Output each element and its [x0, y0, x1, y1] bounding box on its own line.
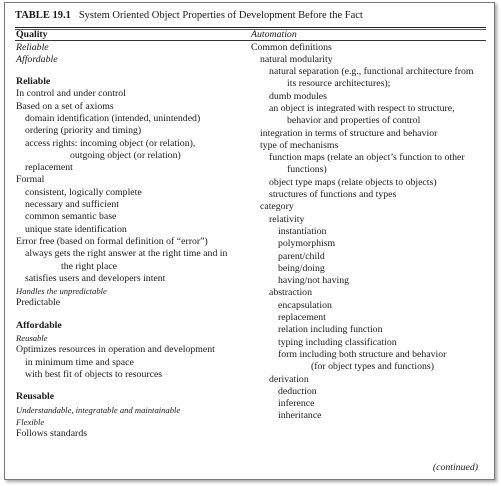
table-line: Based on a set of axioms [16, 100, 114, 112]
continued-note: (continued) [432, 462, 478, 473]
table-line: common semantic base [25, 211, 117, 223]
table-line: an object is integrated with respect to structure, [269, 102, 455, 114]
table-line: Flexible [16, 416, 45, 427]
table-line: having/not having [278, 275, 350, 287]
table-line: inheritance [278, 410, 322, 422]
spacer [16, 66, 241, 76]
table-line: structures of functions and types [269, 189, 397, 201]
table-line: Formal [16, 174, 45, 186]
table-line: (for object types and functions) [311, 361, 434, 373]
header-rule [15, 40, 486, 41]
table-line: ordering (priority and timing) [25, 125, 142, 137]
left-column-lines [16, 42, 241, 441]
table-line: necessary and sufficient [25, 199, 119, 211]
table-line: replacement [278, 312, 326, 324]
table-line: functions) [287, 164, 327, 176]
table-line: access rights: incoming object (or relation), [25, 137, 196, 149]
table-line: dumb modules [269, 90, 327, 102]
right-column-lines [251, 42, 487, 423]
table-line: natural modularity [260, 53, 333, 65]
table-line: In control and under control [16, 88, 126, 100]
table-line: behavior and properties of control [287, 115, 421, 127]
table-line: form including both structure and behavior [278, 348, 447, 360]
table-line: being/doing [278, 262, 325, 274]
right-column [251, 29, 487, 423]
table-page [4, 2, 495, 480]
table-line: outgoing object (or relation) [70, 149, 181, 161]
table-line: typing including classification [278, 336, 397, 348]
column-header-quality: Quality [16, 29, 48, 40]
table-line: function maps (relate an object’s function to other [269, 152, 465, 164]
table-line: replacement [25, 162, 73, 174]
table-number: TABLE 19.1 [15, 10, 71, 21]
table-line: its resource architectures); [287, 78, 391, 90]
table-line: polymorphism [278, 238, 336, 250]
table-line: Common definitions [251, 41, 332, 53]
table-line: Handles the unpredictable [16, 286, 107, 297]
table-line: Error free (based on formal definition of “error”) [16, 235, 208, 247]
table-caption [15, 10, 363, 21]
table-line: Understandable, integratable and maintainable [16, 404, 181, 415]
table-line: deduction [278, 385, 317, 397]
spacer [16, 381, 241, 391]
table-line: inference [278, 398, 315, 410]
table-line: Affordable [16, 53, 58, 65]
table-line: the right place [61, 260, 118, 272]
table-line: always gets the right answer at the right time and in [25, 248, 228, 260]
table-line: relativity [269, 213, 305, 225]
table-line: satisfies users and developers intent [25, 272, 166, 284]
table-line: natural separation (e.g., functional architecture from [269, 66, 474, 78]
table-line: type of mechanisms [260, 139, 339, 151]
spacer [16, 310, 241, 320]
table-line: object type maps (relate objects to objects) [269, 176, 437, 188]
left-column [16, 29, 241, 440]
table-line: in minimum time and space [25, 356, 134, 368]
table-line: integration in terms of structure and behavior [260, 127, 438, 139]
table-line: Optimizes resources in operation and development [16, 344, 215, 356]
table-line: parent/child [278, 250, 325, 262]
table-line: domain identification (intended, unintended) [25, 112, 201, 124]
top-rule [15, 27, 486, 28]
table-line: category [260, 201, 294, 213]
column-header-automation: Automation [251, 29, 297, 40]
table-line: encapsulation [278, 299, 332, 311]
section-heading: Reliable [16, 76, 51, 88]
table-line: unique state identification [25, 223, 127, 235]
table-line: Follows standards [16, 428, 88, 440]
table-line: Predictable [16, 297, 61, 309]
table-title: System Oriented Object Properties of Development Before the Fact [78, 10, 363, 21]
section-heading: Reusable [16, 391, 55, 403]
table-line: instantiation [278, 225, 327, 237]
table-line: Reliable [16, 41, 49, 53]
table-line: derivation [269, 373, 309, 385]
table-line: abstraction [269, 287, 312, 299]
section-heading: Affordable [16, 319, 62, 331]
table-line: relation including function [278, 324, 383, 336]
table-line: with best fit of objects to resources [25, 368, 163, 380]
table-line: consistent, logically complete [25, 186, 142, 198]
table-line: Reusable [16, 333, 48, 344]
